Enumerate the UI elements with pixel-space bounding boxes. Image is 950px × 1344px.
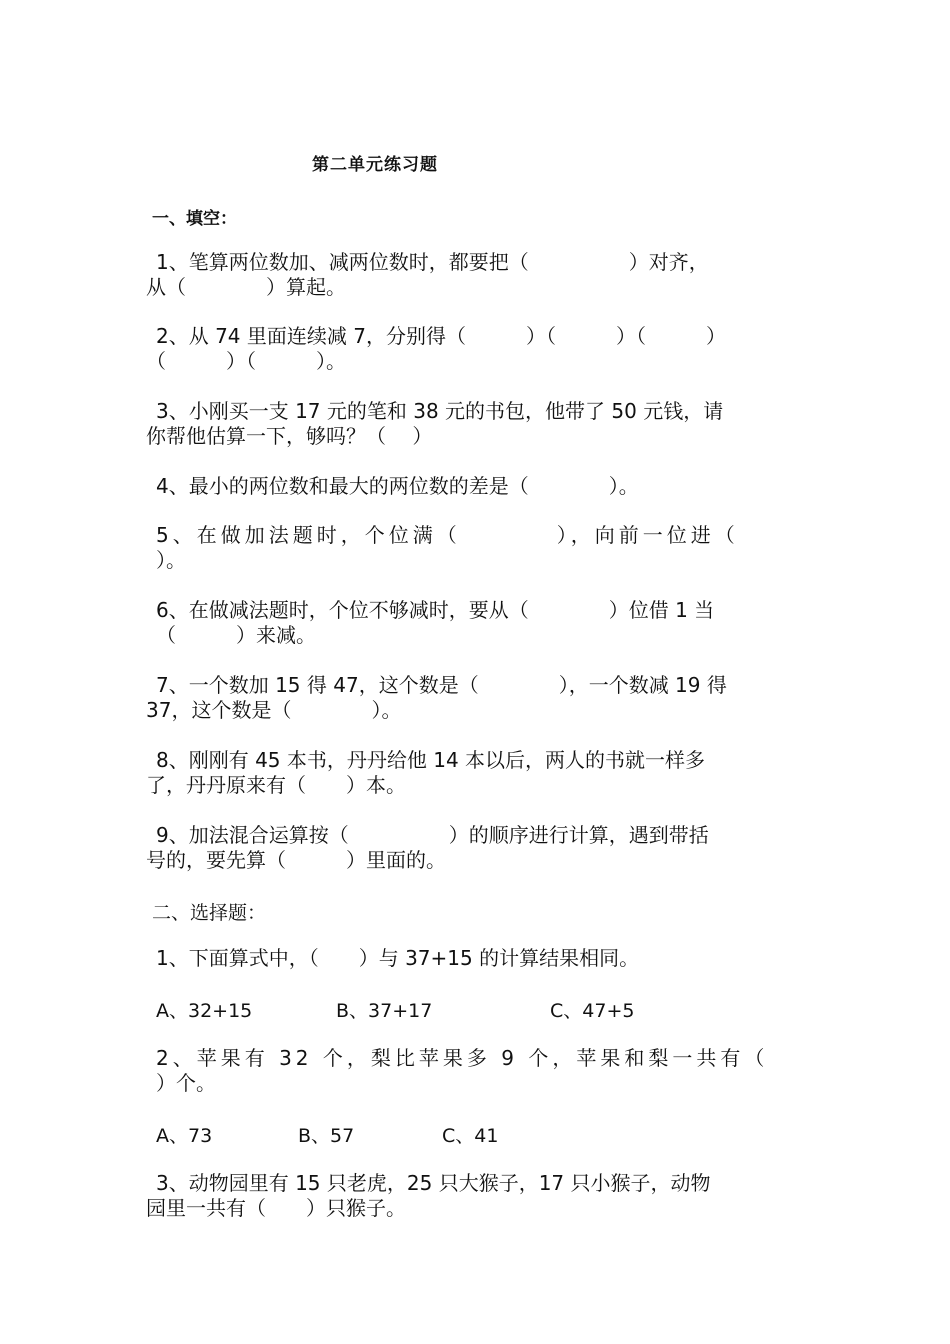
question-line: 1、笔算两位数加、减两位数时，都要把（ ）对齐，	[156, 250, 709, 274]
question-line: 2、苹果有 32 个，梨比苹果多 9 个，苹果和梨一共有（	[156, 1046, 769, 1070]
question-line: （ ）来减。	[156, 623, 316, 647]
option-b: B、37+17	[336, 1000, 433, 1022]
question-choice-3	[146, 1171, 806, 1221]
question-line: 6、在做减法题时，个位不够减时，要从（ ）位借 1 当	[156, 598, 715, 622]
question-line: ）个。	[156, 1071, 216, 1095]
question-line: 7、一个数加 15 得 47，这个数是（ ），一个数减 19 得	[156, 673, 727, 697]
question-fill-4	[146, 474, 806, 499]
question-fill-6	[146, 598, 806, 648]
question-fill-7	[146, 673, 806, 723]
question-fill-9	[146, 823, 806, 873]
option-b: B、57	[298, 1125, 355, 1147]
question-line: ）。	[156, 548, 186, 572]
question-line: 8、刚刚有 45 本书，丹丹给他 14 本以后，两人的书就一样多	[156, 748, 706, 772]
question-line: 4、最小的两位数和最大的两位数的差是（ ）。	[156, 474, 639, 498]
question-fill-5	[146, 523, 806, 573]
page-title: 第二单元练习题	[312, 155, 438, 175]
question-line: 5、在做加法题时，个位满（ ），向前一位进（	[156, 523, 739, 547]
section-heading-fill-blank: 一、填空：	[152, 209, 237, 229]
question-line: 号的，要先算（ ）里面的。	[146, 848, 446, 872]
question-line: 1、下面算式中，（ ）与 37+15 的计算结果相同。	[156, 946, 640, 970]
question-line: 了，丹丹原来有（ ）本。	[146, 773, 406, 797]
section-heading-choice: 二、选择题：	[152, 902, 267, 924]
question-line: 9、加法混合运算按（ ）的顺序进行计算，遇到带括	[156, 823, 709, 847]
question-choice-2	[146, 1046, 806, 1096]
question-line: 3、小刚买一支 17 元的笔和 38 元的书包，他带了 50 元钱，请	[156, 399, 724, 423]
question-line: 园里一共有（ ）只猴子。	[146, 1196, 406, 1220]
question-line: 3、动物园里有 15 只老虎，25 只大猴子，17 只小猴子，动物	[156, 1171, 711, 1195]
option-a: A、73	[156, 1125, 213, 1147]
question-choice-1	[146, 946, 806, 971]
option-c: C、41	[442, 1125, 499, 1147]
option-a: A、32+15	[156, 1000, 253, 1022]
question-fill-3	[146, 399, 806, 449]
option-c: C、47+5	[550, 1000, 635, 1022]
question-line: 你帮他估算一下，够吗？（ ）	[146, 424, 433, 448]
question-line: 37，这个数是（ ）。	[146, 698, 402, 722]
question-fill-1	[146, 250, 806, 300]
question-line: 从（ ）算起。	[146, 275, 346, 299]
question-fill-2	[146, 324, 806, 374]
question-fill-8	[146, 748, 806, 798]
question-line: （ ）（ ）。	[146, 349, 346, 373]
question-line: 2、从 74 里面连续减 7，分别得（ ）（ ）（ ）	[156, 324, 726, 348]
